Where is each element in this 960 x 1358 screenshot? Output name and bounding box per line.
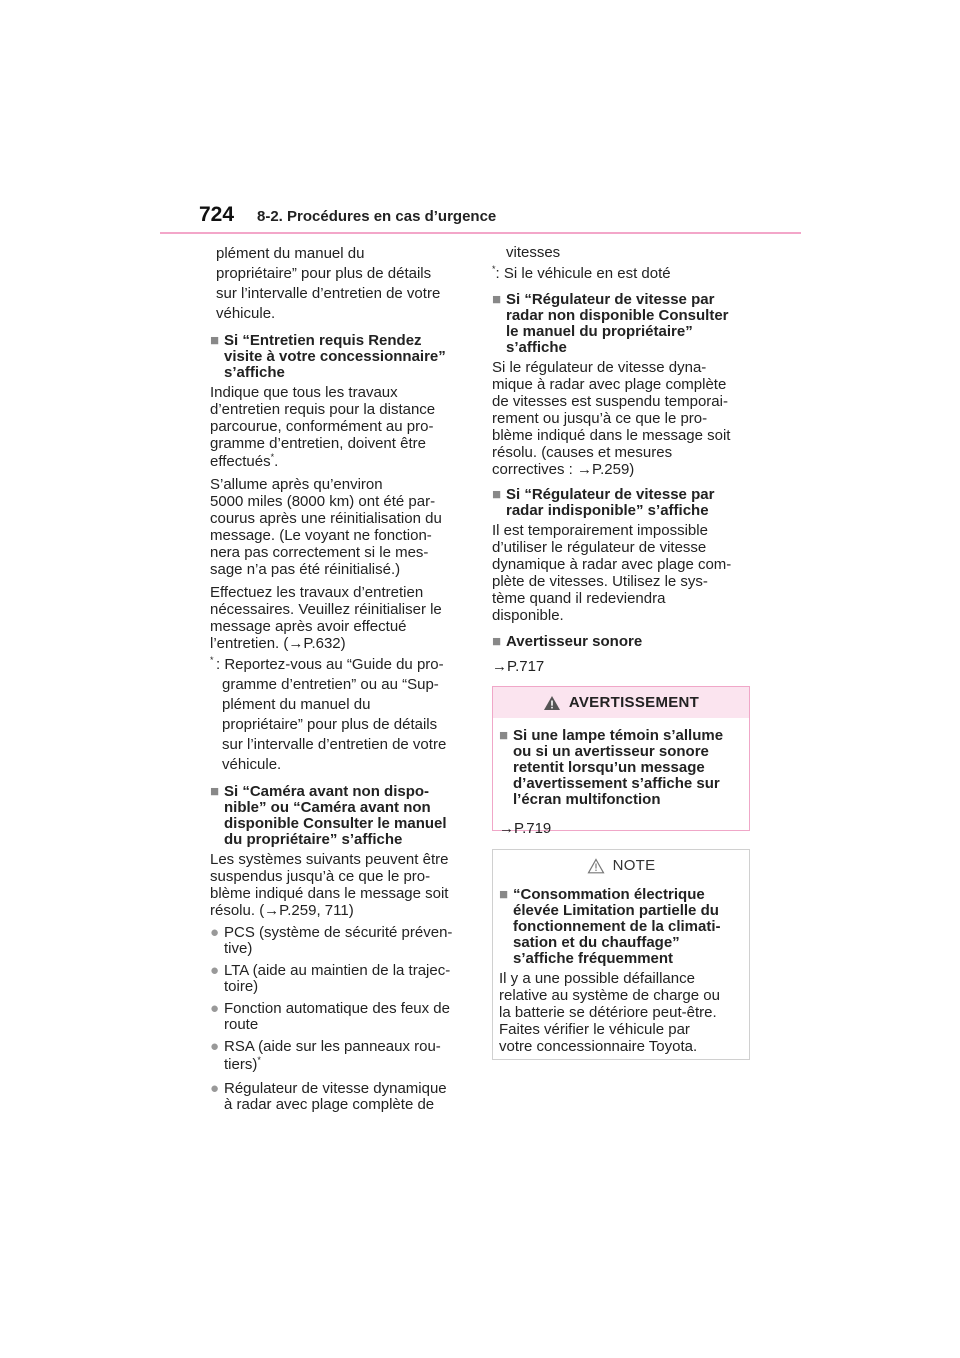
paragraph-regulateur-suspendu: Si le régulateur de vitesse dyna- mique à radar avec plage complète de vitesses est suspendu temporai- rement ou jusqu’à ce que le pro- blème indiqué dans le message soit résolu. (causes et mesures correctives : →P.259) — [492, 359, 750, 478]
paragraph-entretien: Indique que tous les travaux d’entretien requis pour la distance parcourue, conformément au pro- gramme d’entretien, doivent être effectués*. — [210, 384, 436, 470]
paragraph-allume: S’allume après qu’environ 5000 miles (8000 km) ont été par- courus après une réinitialisation du message. (Le voyant ne fonction- nera pas correctement si le mes- sage n’a pas été réinitialisé.) — [210, 476, 442, 578]
warning-box — [492, 686, 750, 837]
intro-continuation: plément du manuel du propriétaire” pour plus de détails sur l’intervalle d’entretien de votre véhicule. — [216, 245, 441, 322]
square-bullet-icon: ■ — [499, 727, 509, 744]
warning-triangle-icon — [543, 695, 561, 711]
note-title-bar: NOTE — [493, 850, 749, 881]
square-bullet-icon: ■ — [210, 332, 220, 349]
page-reference-link[interactable]: →P.719 — [499, 820, 552, 837]
round-bullet-icon: ● — [210, 1080, 220, 1097]
list-item: ● Fonction automatique des feux de route — [210, 1000, 450, 1033]
page-reference-link[interactable]: résolu. (→P.259, 711) — [210, 902, 354, 919]
page-reference-link[interactable]: →P.717 — [492, 658, 545, 675]
round-bullet-icon: ● — [210, 962, 220, 979]
heading-regulateur-indisponible: ■ Si “Régulateur de vitesse par radar indisponible” s’affiche — [492, 486, 715, 519]
heading-camera-avant: ■ Si “Caméra avant non dispo- nible” ou “Caméra avant non disponible Consulter le manuel du propriétaire” s’affiche — [210, 783, 447, 848]
heading-entretien-requis: ■ Si “Entretien requis Rendez visite à votre concessionnaire” s’affiche — [210, 332, 446, 381]
left-column — [210, 244, 468, 1113]
round-bullet-icon: ● — [210, 1000, 220, 1017]
square-bullet-icon: ■ — [499, 886, 509, 903]
note-heading: ■ “Consommation électrique élevée Limitation partielle du fonctionnement de la climati- sation et du chauffage” s’affiche fréquemment — [499, 886, 721, 967]
footnote-right: *: Si le véhicule en est doté — [492, 264, 671, 282]
page-reference-link[interactable]: l’entretien. (→P.632) — [210, 635, 346, 652]
page-reference-link[interactable]: correctives : →P.259) — [492, 461, 635, 478]
paragraph-effectuez: Effectuez les travaux d’entretien nécessaires. Veuillez réinitialiser le message après avoir effectué l’entretien. (→P.632) — [210, 584, 468, 652]
continuation-text: vitesses — [506, 244, 561, 261]
header-rule — [160, 232, 801, 234]
round-bullet-icon: ● — [210, 924, 220, 941]
paragraph-systemes: Les systèmes suivants peuvent être suspendus jusqu’à ce que le pro- blème indiqué dans le message soit résolu. (→P.259, 711) — [210, 851, 468, 919]
warning-heading: ■ Si une lampe témoin s’allume ou si un avertisseur sonore retentit lorsqu’un message d’avertissement s’affiche sur l’écran multifonction — [499, 727, 724, 808]
section-title: 8-2. Procédures en cas d’urgence — [257, 208, 497, 225]
page-number: 724 — [199, 203, 235, 226]
list-item: ● LTA (aide au maintien de la trajec- toire) — [210, 962, 451, 995]
warning-body — [493, 718, 749, 837]
note-box — [492, 849, 750, 1060]
square-bullet-icon: ■ — [492, 633, 502, 650]
heading-avertisseur-sonore: ■ Avertisseur sonore — [492, 633, 643, 650]
square-bullet-icon: ■ — [210, 783, 220, 800]
square-bullet-icon: ■ — [492, 291, 502, 308]
list-item: ● Régulateur de vitesse dynamique à radar avec plage complète de — [210, 1080, 447, 1113]
caution-triangle-icon — [587, 858, 605, 874]
note-body — [493, 881, 749, 1055]
round-bullet-icon: ● — [210, 1038, 220, 1055]
square-bullet-icon: ■ — [492, 486, 502, 503]
heading-regulateur-non-disponible: ■ Si “Régulateur de vitesse par radar non disponible Consulter le manuel du propriétaire” s’affiche — [492, 291, 729, 356]
footnote: * : Reportez-vous au “Guide du pro- gramme d’entretien” ou au “Sup- plément du manuel du propriétaire” pour plus de détails sur l’intervalle d’entretien de votre véhicule. — [210, 655, 447, 773]
paragraph-impossible: Il est temporairement impossible d’utiliser le régulateur de vitesse dynamique à radar avec plage com- plète de vitesses. Utilisez le sys- tème quand il redeviendra disponible. — [492, 522, 732, 624]
list-item: ● RSA (aide sur les panneaux rou- tiers)* — [210, 1038, 441, 1073]
warning-title-bar: AVERTISSEMENT — [493, 687, 749, 718]
right-column — [492, 244, 750, 675]
note-paragraph: Il y a une possible défaillance relative au système de charge ou la batterie se détériore peut-être. Faites vérifier le véhicule par votre concessionnaire Toyota. — [499, 970, 720, 1055]
list-item: ● PCS (système de sécurité préven- tive) — [210, 924, 453, 957]
